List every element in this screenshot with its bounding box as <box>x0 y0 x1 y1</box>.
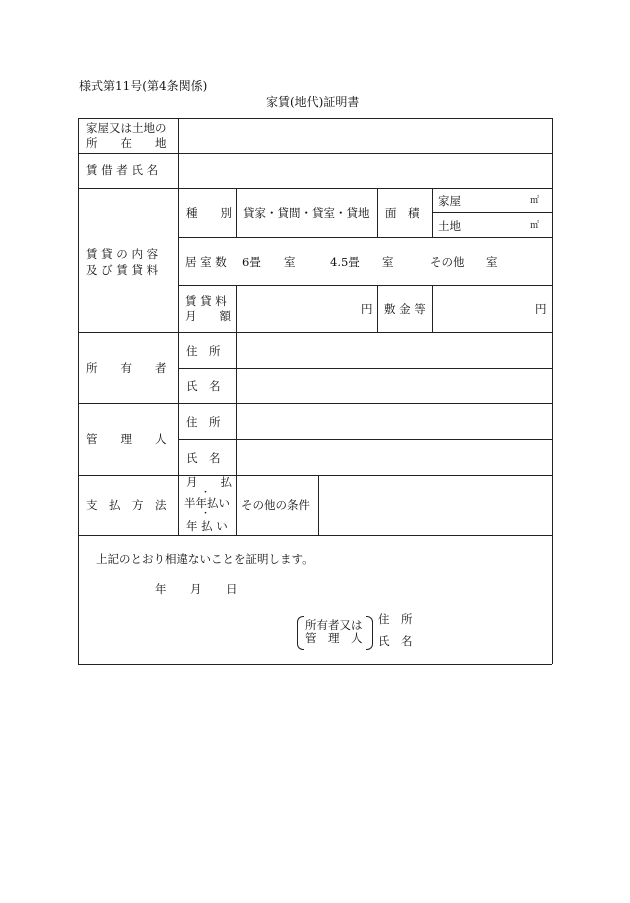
rooms-6-label: 6畳 <box>242 255 261 269</box>
pay-separator-dot-2: ・ <box>201 509 211 519</box>
form-number: 様式第11号(第4条関係) <box>79 79 208 93</box>
manager-name-label: 氏 名 <box>186 451 221 465</box>
signer-label-line1: 所有者又は <box>305 618 363 632</box>
tenant-name-field[interactable] <box>180 155 550 187</box>
deposit-field[interactable] <box>434 287 532 331</box>
manager-address-label: 住 所 <box>186 415 221 429</box>
type-options[interactable]: 貸家・貸間・貸室・貸地 <box>243 206 370 220</box>
owner-name-label: 氏 名 <box>186 379 221 393</box>
monthly-rent-label-line2: 月 額 <box>185 309 231 323</box>
signer-name-field[interactable] <box>420 632 548 650</box>
house-area-unit: ㎡ <box>530 196 540 206</box>
monthly-rent-yen: 円 <box>361 302 373 316</box>
rooms-45-unit: 室 <box>382 255 394 269</box>
other-conditions-label: その他の条件 <box>241 498 310 512</box>
signer-address-field[interactable] <box>420 610 548 628</box>
house-area-field[interactable] <box>465 190 527 210</box>
signer-label-line2: 管 理 人 <box>305 631 363 645</box>
deposit-yen: 円 <box>535 302 547 316</box>
pay-yearly-option[interactable]: 年 払 い <box>186 519 228 533</box>
form-title: 家賃(地代)証明書 <box>266 95 360 109</box>
manager-name-field[interactable] <box>238 441 550 474</box>
manager-label: 管 理 人 <box>86 432 167 446</box>
payment-method-label: 支 払 方 法 <box>86 498 167 512</box>
land-area-label: 土地 <box>438 219 461 233</box>
house-area-label: 家屋 <box>438 194 461 208</box>
pay-separator-dot-1: ・ <box>201 488 211 498</box>
rent-content-label-line1: 賃 貸 の 内 容 <box>86 247 159 261</box>
certification-statement: 上記のとおり相違ないことを証明します。 <box>96 552 314 566</box>
left-bracket <box>297 616 304 650</box>
tenant-name-label: 賃 借 者 氏 名 <box>86 163 159 177</box>
signer-name-label: 氏 名 <box>378 634 413 648</box>
rooms-label: 居 室 数 <box>185 255 227 269</box>
rooms-45-label: 4.5畳 <box>330 255 360 269</box>
monthly-rent-field[interactable] <box>238 287 358 331</box>
location-label-line1: 家屋又は土地の <box>86 121 167 135</box>
owner-address-label: 住 所 <box>186 344 221 358</box>
location-field[interactable] <box>180 120 550 152</box>
rent-content-label-line2: 及 び 賃 貸 料 <box>86 263 159 277</box>
pay-monthly-option[interactable]: 月 払 <box>186 475 232 489</box>
rooms-other-unit: 室 <box>486 255 498 269</box>
rooms-other-label: その他 <box>430 255 465 269</box>
location-label-line2: 所 在 地 <box>86 136 167 150</box>
deposit-label: 敷 金 等 <box>384 302 426 316</box>
owner-address-field[interactable] <box>238 334 550 367</box>
right-bracket <box>366 616 373 650</box>
type-label: 種 別 <box>186 206 232 220</box>
date-month-label: 月 <box>190 582 202 596</box>
land-area-field[interactable] <box>465 214 527 235</box>
owner-name-field[interactable] <box>238 370 550 402</box>
manager-address-field[interactable] <box>238 405 550 438</box>
rooms-6-unit: 室 <box>284 255 296 269</box>
monthly-rent-label-line1: 賃 貸 料 <box>185 294 227 308</box>
owner-label: 所 有 者 <box>86 361 167 375</box>
signer-address-label: 住 所 <box>378 612 413 626</box>
land-area-unit: ㎡ <box>530 221 540 231</box>
date-day-label: 日 <box>226 582 238 596</box>
pay-half-year-option[interactable]: 半年払い <box>184 496 230 510</box>
date-year-label: 年 <box>155 582 167 596</box>
other-conditions-field[interactable] <box>320 477 550 534</box>
area-label: 面 積 <box>385 206 420 220</box>
